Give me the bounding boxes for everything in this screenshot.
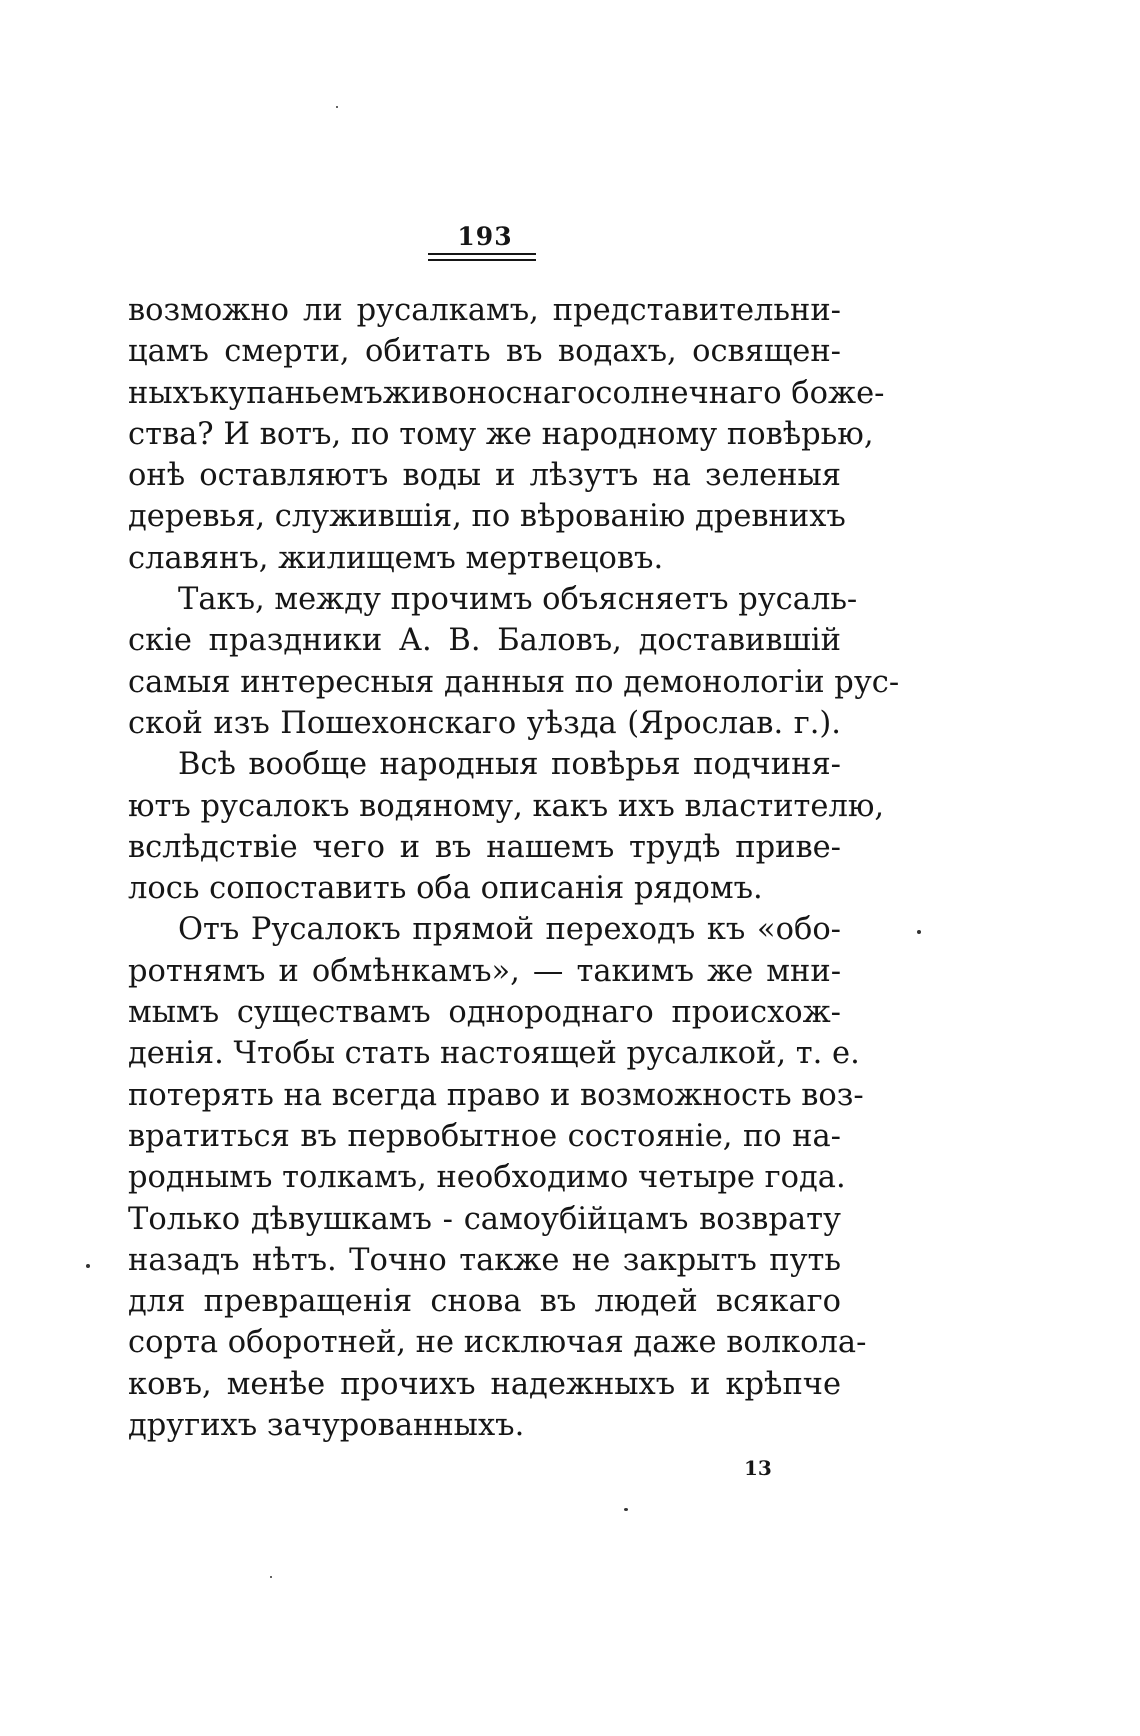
text-line: ства? И вотъ, по тому же народному повѣрью, [128,416,874,452]
text-line: другихъ зачурованныхъ. [128,1408,525,1444]
text-line: возможно ли русалкамъ, представительни- [128,293,841,328]
text-line: денія. Чтобы стать настоящей русалкой, т. е. [128,1036,860,1072]
header-rule-top [428,253,536,255]
text-line: онѣ оставляютъ воды и лѣзутъ на зеленыя [128,458,841,494]
text-line: ской изъ Пошехонскаго уѣзда (Ярослав. г.). [128,705,841,741]
text-line: потерять на всегда право и возможность воз- [128,1077,864,1113]
text-line: Отъ Русалокъ прямой переходъ къ «обо- [178,912,841,948]
signature-mark: 13 [744,1456,772,1480]
text-line: ныхъкупаньемъживоноснагосолнечнаго боже- [128,375,885,411]
text-line: Такъ, между прочимъ объясняетъ русаль- [178,582,858,618]
text-line: славянъ, жилищемъ мертвецовъ. [128,540,664,576]
text-line: для превращенія снова въ людей всякаго [128,1284,841,1320]
text-line: ковъ, менѣе прочихъ надежныхъ и крѣпче [128,1366,841,1402]
text-line: лось сопоставить оба описанія рядомъ. [128,871,763,907]
text-line: назадъ нѣтъ. Точно также не закрытъ путь [128,1242,841,1278]
text-line: скіе праздники А. В. Баловъ, доставившій [128,623,841,659]
scan-speck [86,1264,90,1268]
text-line: роднымъ толкамъ, необходимо четыре года. [128,1160,846,1196]
text-line: Только дѣвушкамъ - самоубійцамъ возврату [128,1201,841,1237]
text-line: мымъ существамъ однороднаго происхож- [128,995,841,1031]
text-line: самыя интересныя данныя по демонологіи рус- [128,664,900,700]
scan-speck [336,106,338,108]
text-line: ютъ русалокъ водяному, какъ ихъ властителю, [128,788,885,824]
text-line: вратиться въ первобытное состояніе, по на- [128,1118,841,1154]
header-rule-bottom [428,259,536,261]
text-line: цамъ смерти, обитать въ водахъ, освящен- [128,334,841,370]
text-line: ротнямъ и обмѣнкамъ», — такимъ же мни- [128,953,841,989]
text-line: Всѣ вообще народныя повѣрья подчиня- [178,747,841,783]
text-line: сорта оборотней, не исключая даже волкола- [128,1325,867,1361]
scan-speck [624,1508,628,1511]
text-line: вслѣдствіе чего и въ нашемъ трудѣ приве- [128,829,841,865]
text-line: деревья, служившія, по вѣрованію древнихъ [128,499,846,535]
scan-speck [270,1576,272,1578]
page-number: 193 [457,222,513,251]
scan-speck [917,930,921,934]
body-text [128,290,900,1446]
